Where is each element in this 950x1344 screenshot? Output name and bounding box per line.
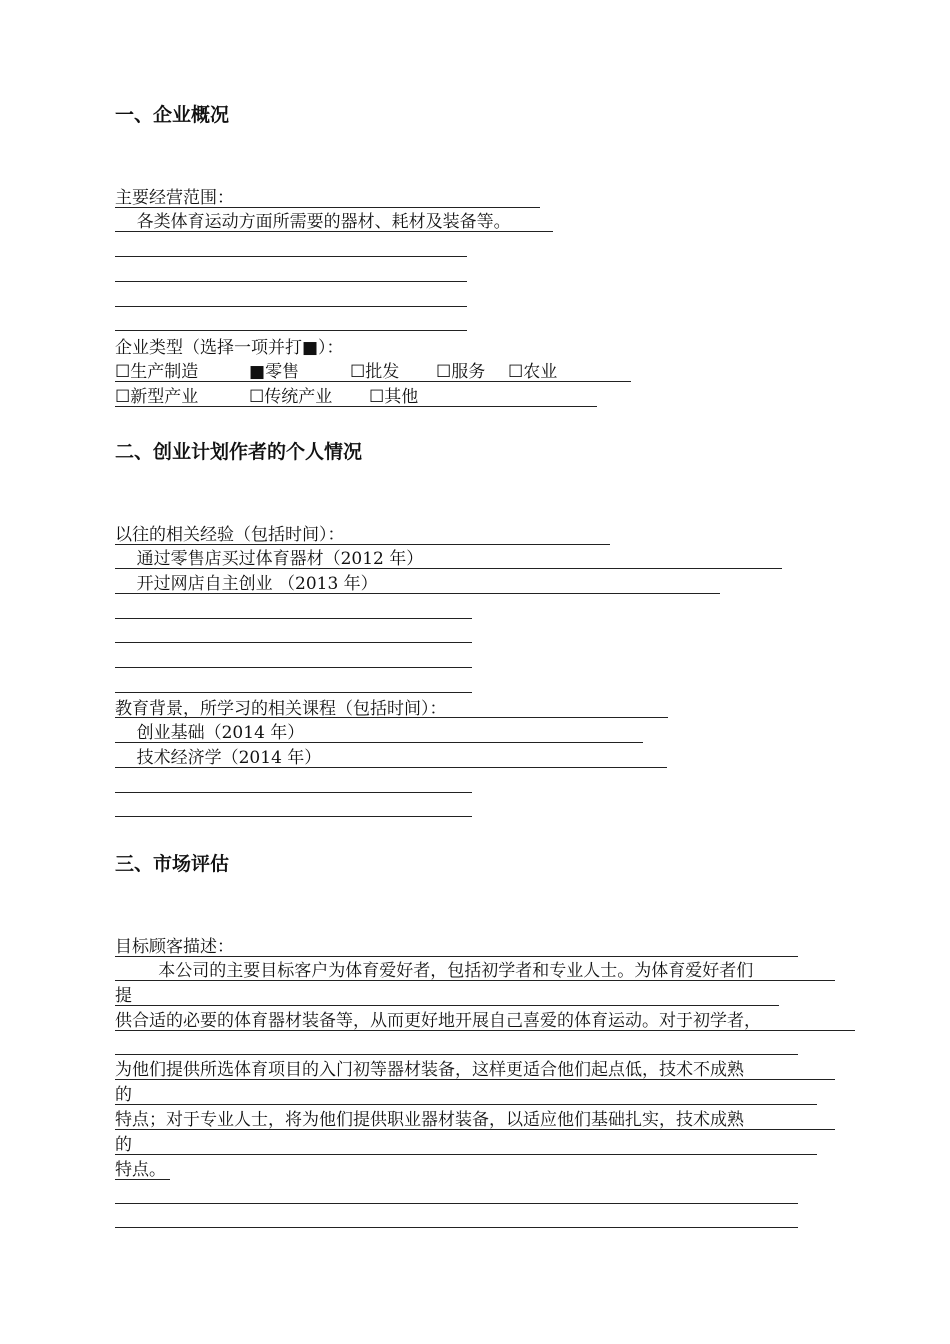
text-underline — [115, 1005, 779, 1006]
experience-item-2: 开过网店自主创业 （2013 年） — [115, 574, 378, 594]
blank-line — [115, 281, 467, 282]
blank-line — [115, 1227, 798, 1228]
option-label: 传统产业 — [264, 387, 333, 407]
scope-label-underline — [115, 207, 540, 208]
experience-item-2-underline — [115, 593, 720, 594]
option-retail[interactable] — [249, 362, 299, 382]
blank-line — [115, 692, 472, 693]
scope-line-1-underline — [115, 231, 553, 232]
experience-label: 以往的相关经验（包括时间）： — [115, 525, 345, 545]
blank-line — [115, 642, 472, 643]
section-3-title: 三、市场评估 — [115, 853, 230, 875]
education-item-2: 技术经济学（2014 年） — [115, 748, 322, 768]
option-other[interactable] — [369, 387, 418, 407]
section-2-title: 二、创业计划作者的个人情况 — [115, 441, 363, 463]
text-underline — [115, 1154, 817, 1155]
blank-line — [115, 306, 467, 307]
blank-line — [115, 792, 472, 793]
section-1-title: 一、企业概况 — [115, 104, 230, 126]
checkbox-icon: ☐ — [350, 362, 366, 382]
text-underline — [115, 1179, 170, 1180]
experience-item-1-underline — [115, 568, 782, 569]
experience-item-1: 通过零售店买过体育器材（2012 年） — [115, 549, 424, 569]
option-wholesale[interactable] — [350, 362, 399, 382]
customer-text-line: 本公司的主要目标客户为体育爱好者，包括初学者和专业人士。为体育爱好者们 — [115, 961, 754, 981]
options-row-2-underline — [115, 406, 597, 407]
experience-label-underline — [115, 544, 610, 545]
customer-label: 目标顾客描述： — [115, 937, 234, 957]
education-item-2-underline — [115, 767, 667, 768]
blank-line — [115, 618, 472, 619]
blank-line — [115, 1203, 798, 1204]
scope-line-1: 各类体育运动方面所需要的器材、耗材及装备等。 — [115, 212, 511, 232]
checked-box-icon: ■ — [249, 362, 266, 382]
customer-label-underline — [115, 956, 798, 957]
text-underline — [115, 1104, 817, 1105]
blank-line — [115, 667, 472, 668]
blank-line — [115, 816, 472, 817]
education-label-underline — [115, 717, 668, 718]
customer-text-line: 的 — [115, 1135, 132, 1155]
scope-label: 主要经营范围： — [115, 188, 234, 208]
text-underline — [115, 1079, 835, 1080]
option-label: 零售 — [265, 362, 300, 382]
customer-text-line: 提 — [115, 986, 132, 1006]
customer-text-line: 为他们提供所选体育项目的入门初等器材装备，这样更适合他们起点低，技术不成熟 — [115, 1060, 744, 1080]
checkbox-icon: ☐ — [369, 387, 385, 407]
customer-text-line: 的 — [115, 1085, 132, 1105]
option-label: 新型产业 — [130, 387, 199, 407]
text-underline — [115, 980, 835, 981]
option-manufacturing[interactable] — [115, 362, 198, 382]
option-label: 生产制造 — [130, 362, 199, 382]
option-label: 农业 — [523, 362, 558, 382]
option-label: 其他 — [384, 387, 419, 407]
customer-text-line: 供合适的必要的体育器材装备等，从而更好地开展自己喜爱的体育运动。对于初学者， — [115, 1011, 761, 1031]
checkbox-icon: ☐ — [436, 362, 452, 382]
option-traditional-industry[interactable] — [249, 387, 332, 407]
blank-line — [115, 1054, 798, 1055]
education-item-1: 创业基础（2014 年） — [115, 723, 305, 743]
checkbox-icon: ☐ — [115, 362, 131, 382]
text-underline — [115, 1129, 835, 1130]
customer-text-line: 特点。 — [115, 1160, 166, 1180]
education-label: 教育背景，所学习的相关课程（包括时间）： — [115, 699, 447, 719]
blank-line — [115, 330, 467, 331]
option-agriculture[interactable] — [508, 362, 557, 382]
option-service[interactable] — [436, 362, 485, 382]
checkbox-icon: ☐ — [508, 362, 524, 382]
option-label: 批发 — [365, 362, 400, 382]
options-row-1-underline — [115, 381, 631, 382]
text-underline — [115, 1030, 855, 1031]
education-item-1-underline — [115, 742, 643, 743]
customer-text-line: 特点；对于专业人士，将为他们提供职业器材装备，以适应他们基础扎实，技术成熟 — [115, 1110, 744, 1130]
checkbox-icon: ☐ — [249, 387, 265, 407]
option-new-industry[interactable] — [115, 387, 198, 407]
checkbox-icon: ☐ — [115, 387, 131, 407]
blank-line — [115, 256, 467, 257]
option-label: 服务 — [451, 362, 486, 382]
type-label: 企业类型（选择一项并打■）： — [115, 338, 344, 358]
